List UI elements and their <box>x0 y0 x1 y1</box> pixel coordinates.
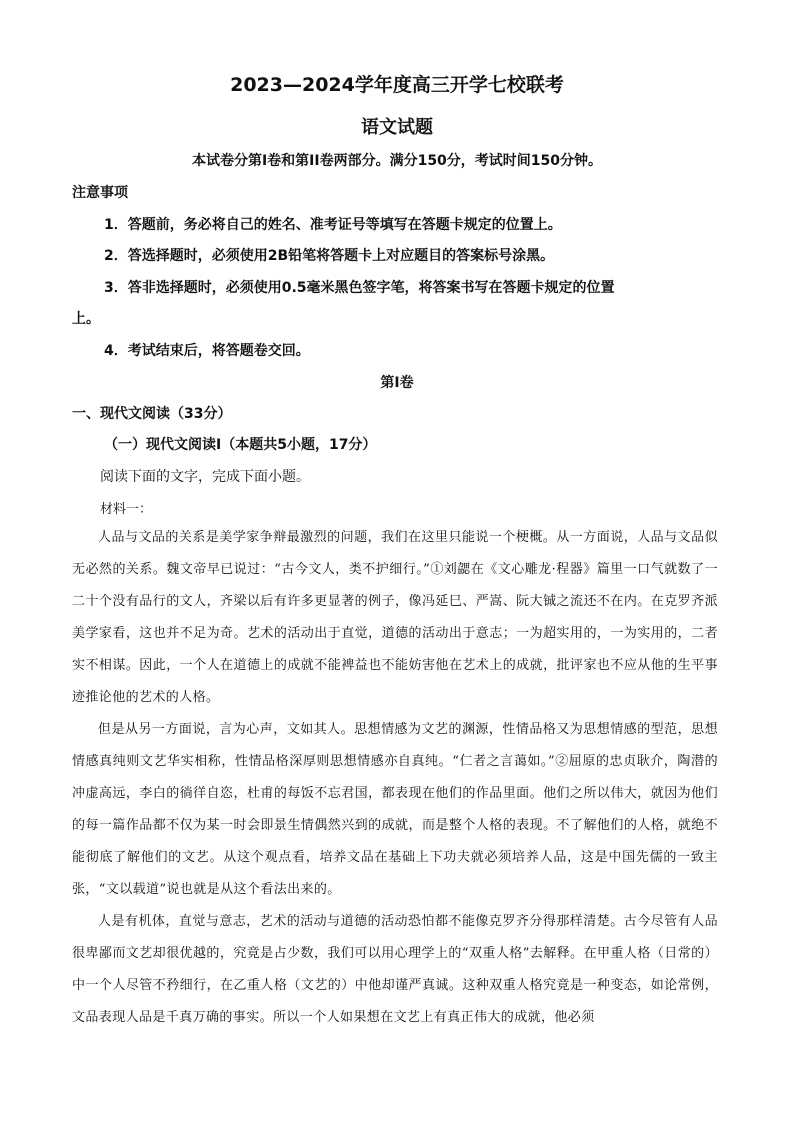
exam-title: 2023—2024学年度高三开学七校联考 <box>230 74 564 96</box>
notes-heading: 注意事项 <box>72 185 128 201</box>
part-label: 第I卷 <box>380 375 414 391</box>
exam-intro: 本试卷分第I卷和第II卷两部分。满分150分，考试时间150分钟。 <box>191 153 603 169</box>
subject-title: 语文试题 <box>361 117 433 138</box>
note-item-1: 1．答题前，务必将自己的姓名、准考证号等填写在答题卡规定的位置上。 <box>104 217 562 233</box>
note-item-3-continued: 上。 <box>72 311 100 327</box>
passage-paragraph-1: 人品与文品的关系是美学家争辩最激烈的问题，我们在这里只能说一个梗概。从一方面说，人品与文品似无必然的关系。魏文帝早已说过：“古今文人，类不护细行。”①刘勰在《文心雕龙·程器》篇里一口气就数了一二十个没有品行的文人，齐梁以后有许多更显著的例子，像冯延巳、严嵩、阮大铖之流还不在内。在克罗齐派美学家看，这也并不足为奇。艺术的活动出于直觉，道德的活动出于意志；一为超实用的，一为实用的，二者实不相谋。因此，一个人在道德上的成就不能裨益也不能妨害他在艺术上的成就，批评家也不应从他的生平事迹推论他的艺术的人格。 <box>72 530 718 705</box>
note-item-3: 3．答非选择题时，必须使用0.5毫米黑色签字笔，将答案书写在答题卡规定的位置 <box>104 280 615 296</box>
note-item-2: 2．答选择题时，必须使用2B铅笔将答题卡上对应题目的答案标号涂黑。 <box>104 248 555 264</box>
note-item-4: 4．考试结束后，将答题卷交回。 <box>104 343 310 359</box>
passage-paragraph-3: 人是有机体，直觉与意志，艺术的活动与道德的活动恐怕都不能像克罗齐分得那样清楚。古今尽管有人品很卑鄙而文艺却很优越的，究竟是占少数，我们可以用心理学上的“双重人格”去解释。在甲重人格（日常的）中一个人尽管不矜细行，在乙重人格（文艺的）中他却谨严真诚。这种双重人格究竟是一种变态，如论常例，文品表现人品是千真万确的事实。所以一个人如果想在文艺上有真正伟大的成就，他必须 <box>72 914 718 1025</box>
subsection-heading: （一）现代文阅读I（本题共5小题，17分） <box>104 437 377 453</box>
reading-instruction: 阅读下面的文字，完成下面小题。 <box>100 469 310 485</box>
section-heading: 一、现代文阅读（33分） <box>72 406 232 422</box>
passage-paragraph-2: 但是从另一方面说，言为心声，文如其人。思想情感为文艺的渊源，性情品格又为思想情感的型范，思想情感真纯则文艺华实相称，性情品格深厚则思想情感亦自真纯。“仁者之言蔼如。”②屈原的忠贞耿介，陶潜的冲虚高远，李白的徜徉自恣，杜甫的每饭不忘君国，都表现在他们的作品里面。他们之所以伟大，就因为他们的每一篇作品都不仅为某一时会即景生情偶然兴到的成就，而是整个人格的表现。不了解他们的人格，就绝不能彻底了解他们的文艺。从这个观点看，培养文品在基础上下功夫就必须培养人品，这是中国先儒的一致主张，“文以载道”说也就是从这个看法出来的。 <box>72 722 718 897</box>
passage <box>72 522 718 1034</box>
material-label: 材料一： <box>100 502 153 517</box>
